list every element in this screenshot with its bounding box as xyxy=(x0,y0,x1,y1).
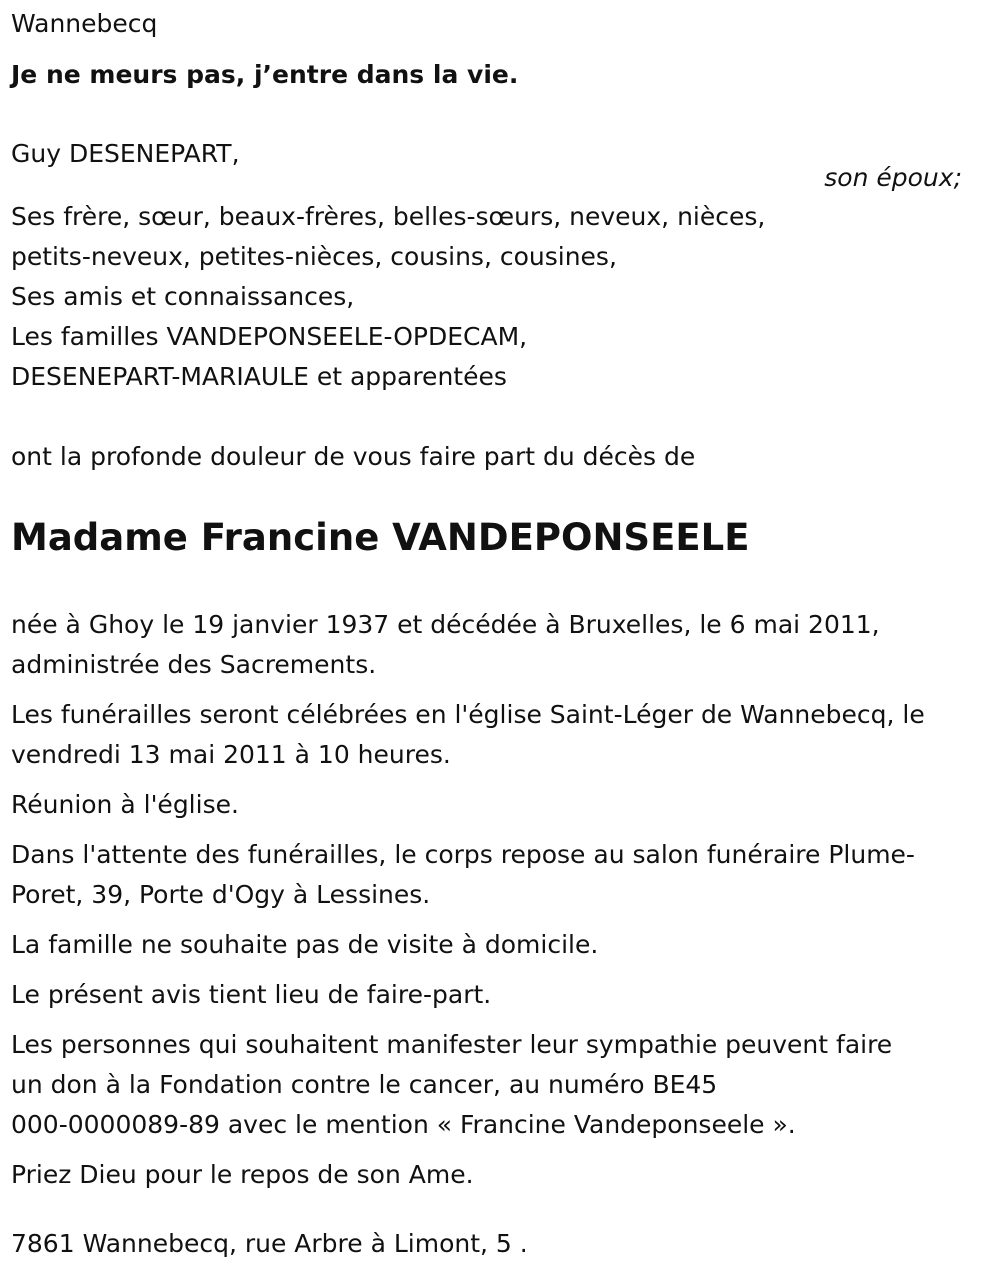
family-line: Les familles VANDEPONSEELE-OPDECAM, xyxy=(11,322,528,351)
details-section xyxy=(11,605,986,1205)
notice-paragraph xyxy=(11,975,986,1015)
paragraph-line: née à Ghoy le 19 janvier 1937 et décédée à Bruxelles, le 6 mai 2011, xyxy=(11,610,880,639)
paragraph-line: un don à la Fondation contre le cancer, au numéro BE45 xyxy=(11,1070,718,1099)
birth-death-paragraph xyxy=(11,605,986,685)
husband-name: Guy DESENEPART, xyxy=(11,139,240,168)
paragraph-line: Le présent avis tient lieu de faire-part. xyxy=(11,980,492,1009)
family-line: Ses amis et connaissances, xyxy=(11,282,355,311)
paragraph-line: 000-0000089-89 avec le mention « Francine Vandeponseele ». xyxy=(11,1110,796,1139)
address: 7861 Wannebecq, rue Arbre à Limont, 5 . xyxy=(11,1229,528,1258)
family-line: DESENEPART-MARIAULE et apparentées xyxy=(11,362,507,391)
paragraph-line: La famille ne souhaite pas de visite à domicile. xyxy=(11,930,599,959)
family-line: petits-neveux, petites-nièces, cousins, cousines, xyxy=(11,242,617,271)
prayer-paragraph xyxy=(11,1155,986,1195)
no-visit-paragraph xyxy=(11,925,986,965)
funeral-paragraph xyxy=(11,695,986,775)
paragraph-line: Poret, 39, Porte d'Ogy à Lessines. xyxy=(11,880,431,909)
paragraph-line: Réunion à l'église. xyxy=(11,790,239,819)
paragraph-line: Les personnes qui souhaitent manifester leur sympathie peuvent faire xyxy=(11,1030,893,1059)
donation-paragraph xyxy=(11,1025,986,1145)
paragraph-line: Les funérailles seront célébrées en l'église Saint-Léger de Wannebecq, le xyxy=(11,700,925,729)
place-name: Wannebecq xyxy=(11,9,158,38)
paragraph-line: Dans l'attente des funérailles, le corps repose au salon funéraire Plume- xyxy=(11,840,915,869)
husband-role: son époux; xyxy=(824,163,962,192)
family-list xyxy=(11,197,765,397)
announcement: ont la profonde douleur de vous faire part du décès de xyxy=(11,442,696,471)
deceased-name: Madame Francine VANDEPONSEELE xyxy=(11,516,750,559)
repose-paragraph xyxy=(11,835,986,915)
paragraph-line: Priez Dieu pour le repos de son Ame. xyxy=(11,1160,474,1189)
paragraph-line: administrée des Sacrements. xyxy=(11,650,377,679)
meeting-paragraph xyxy=(11,785,986,825)
motto: Je ne meurs pas, j’entre dans la vie. xyxy=(11,60,519,89)
paragraph-line: vendredi 13 mai 2011 à 10 heures. xyxy=(11,740,451,769)
family-line: Ses frère, sœur, beaux-frères, belles-sœurs, neveux, nièces, xyxy=(11,202,766,231)
